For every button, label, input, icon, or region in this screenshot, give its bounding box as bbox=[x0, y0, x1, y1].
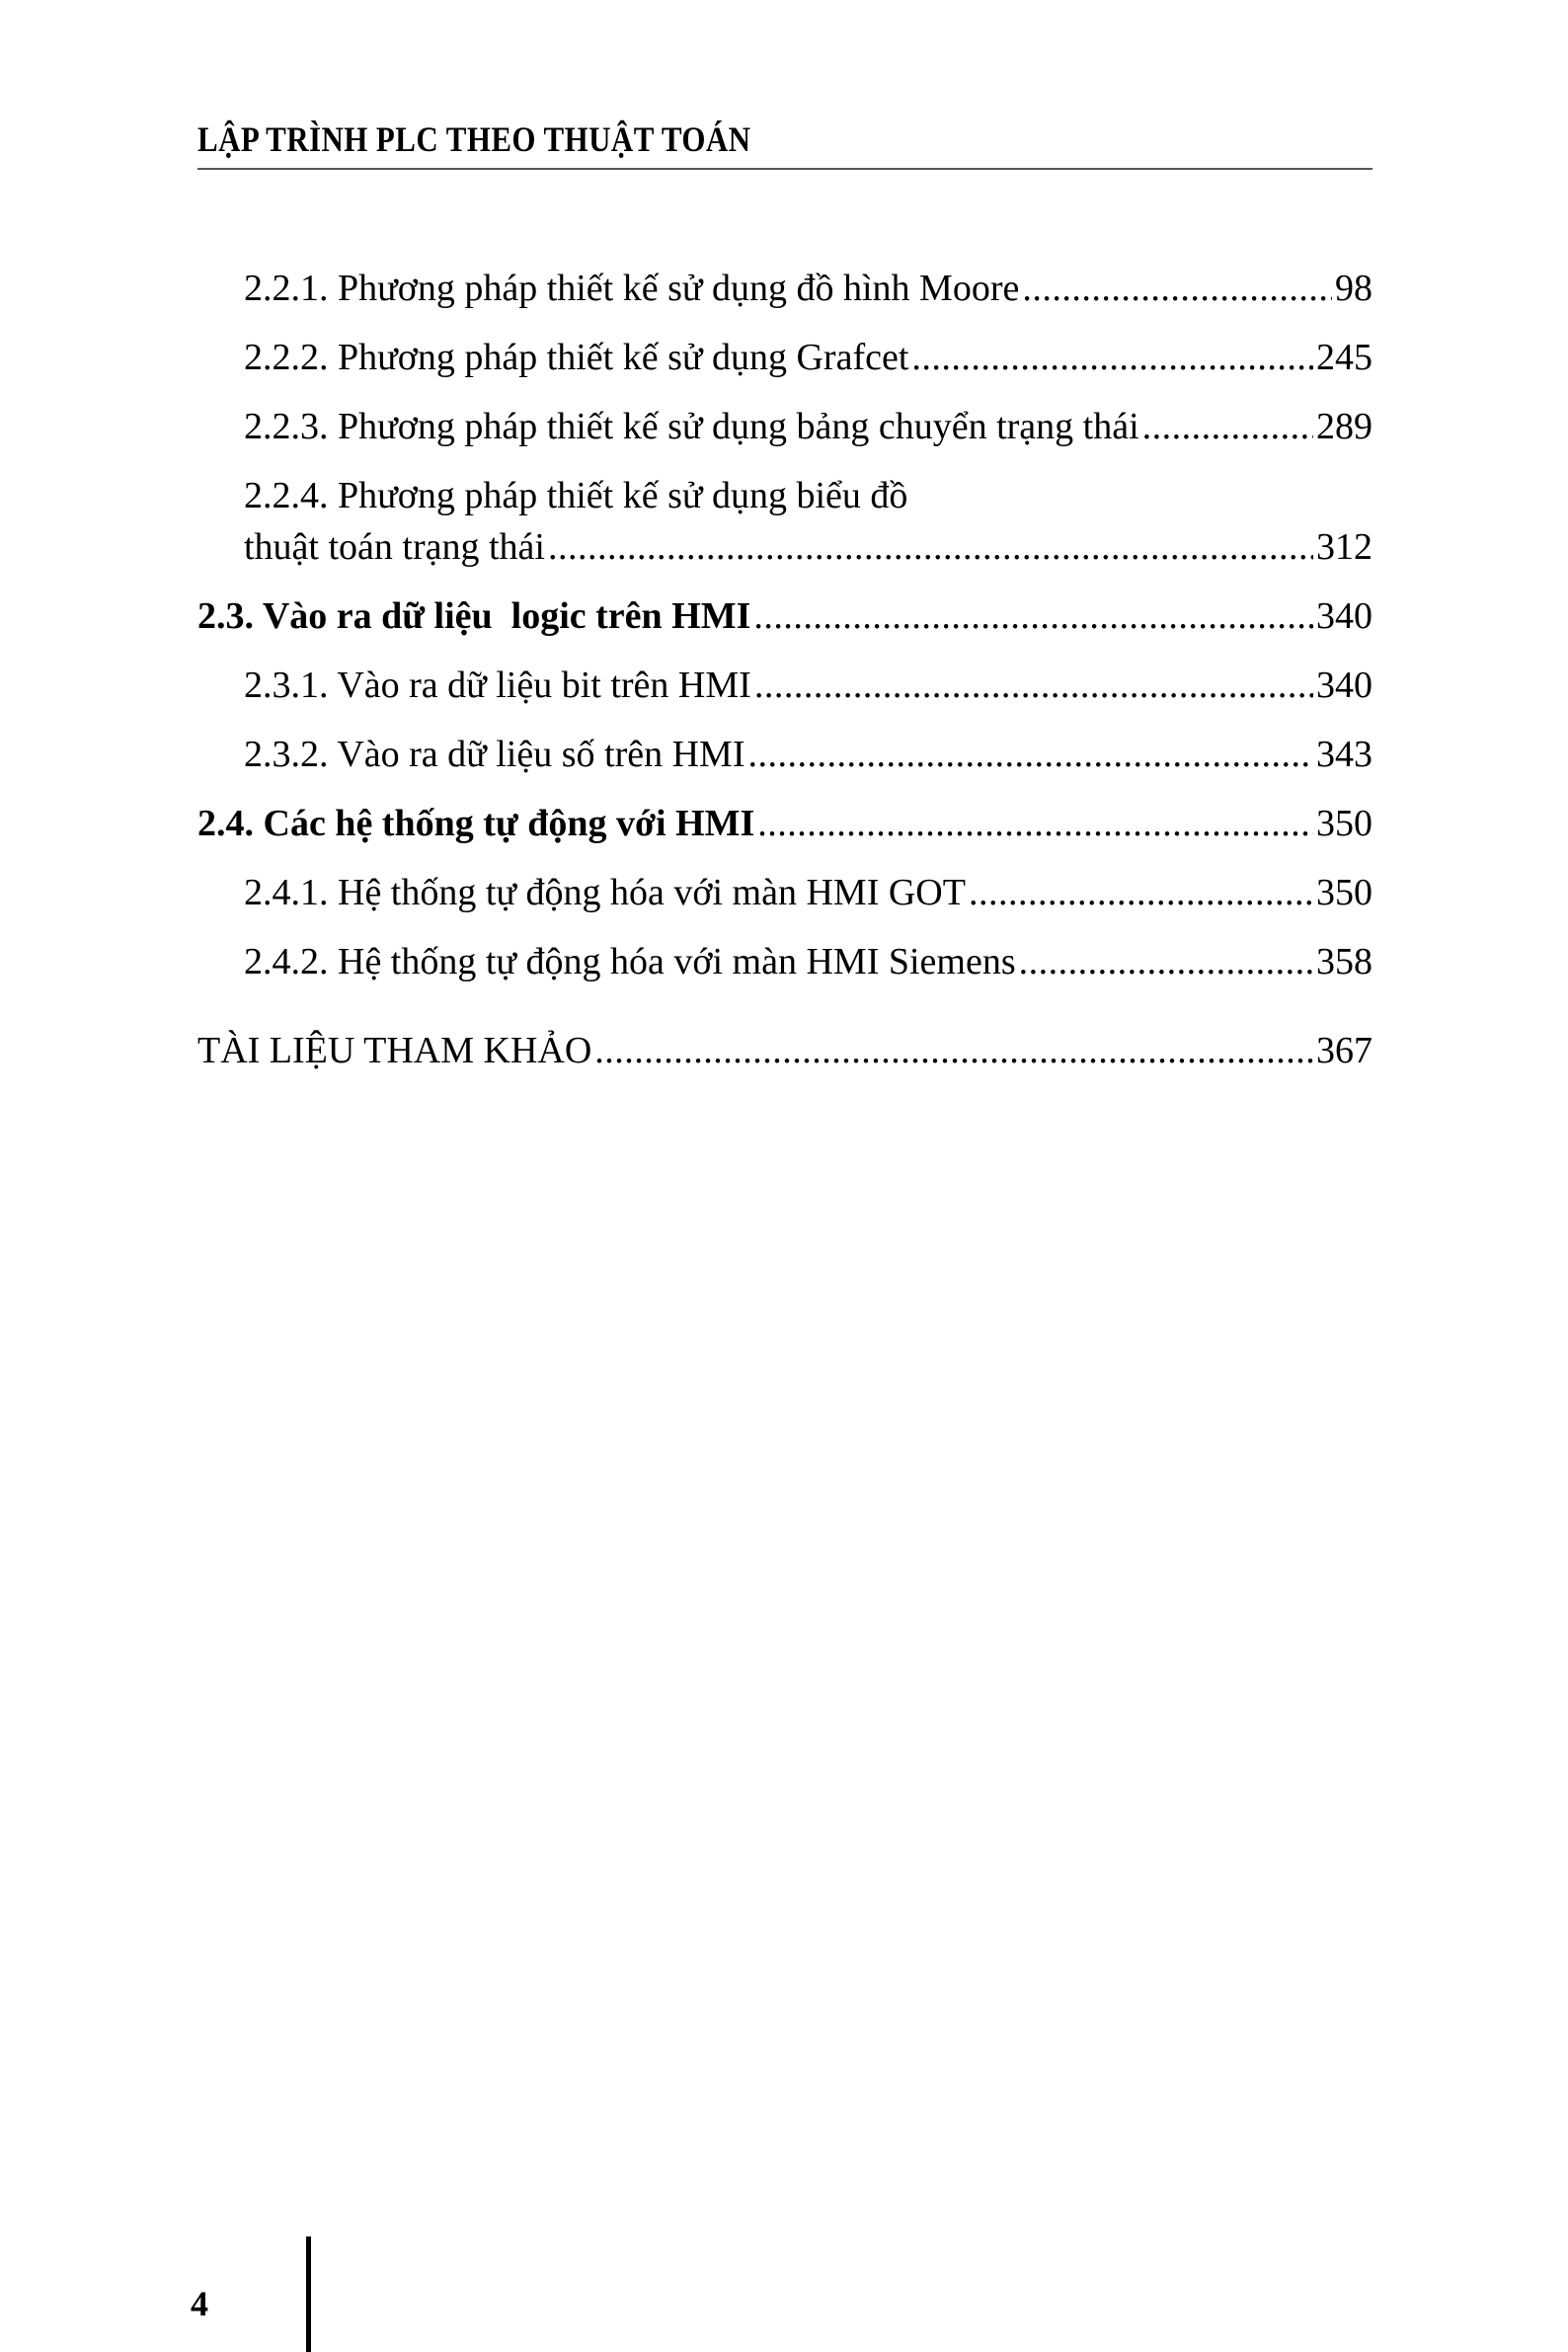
toc-entry-2-4[interactable] bbox=[197, 800, 1372, 847]
book-title: LẬP TRÌNH PLC THEO THUẬT TOÁN bbox=[197, 119, 751, 159]
dot-leader bbox=[548, 523, 1313, 571]
toc-entry-2-4-1[interactable] bbox=[244, 869, 1372, 916]
dot-leader bbox=[757, 800, 1313, 847]
dot-leader bbox=[1022, 265, 1332, 312]
dot-leader bbox=[969, 869, 1313, 916]
dot-leader bbox=[911, 334, 1313, 381]
toc-entry-2-3-2[interactable] bbox=[244, 731, 1372, 778]
toc-entry-2-2-4[interactable] bbox=[244, 523, 1372, 571]
toc-entry-label: thuật toán trạng thái bbox=[244, 526, 545, 568]
toc-entry-label: 2.3. Vào ra dữ liệu logic trên HMI bbox=[197, 595, 751, 637]
toc-entry-page: 350 bbox=[1316, 803, 1372, 844]
dot-leader bbox=[754, 662, 1313, 709]
toc-entry-page: 340 bbox=[1316, 595, 1372, 637]
dot-leader bbox=[747, 731, 1313, 778]
folio-rule bbox=[306, 2236, 311, 2352]
toc-entry-page: 340 bbox=[1316, 665, 1372, 706]
toc-entry-label: 2.4.1. Hệ thống tự động hóa với màn HMI GOT bbox=[244, 872, 966, 913]
toc-entry-2-3-1[interactable] bbox=[244, 662, 1372, 709]
toc-entry-label: 2.2.3. Phương pháp thiết kế sử dụng bảng chuyển trạng thái bbox=[244, 406, 1139, 447]
dot-leader bbox=[594, 1027, 1313, 1074]
toc-entry-label: 2.2.1. Phương pháp thiết kế sử dụng đồ hình Moore bbox=[244, 268, 1020, 309]
toc-entry-label: 2.4.2. Hệ thống tự động hóa với màn HMI Siemens bbox=[244, 941, 1016, 982]
toc-entry-page: 312 bbox=[1316, 526, 1372, 568]
dot-leader bbox=[753, 592, 1313, 640]
toc-entry-page: 358 bbox=[1316, 941, 1372, 982]
toc-entry-2-2-4-line1[interactable]: 2.2.4. Phương pháp thiết kế sử dụng biểu đồ bbox=[244, 475, 908, 516]
toc-entry-2-2-2[interactable] bbox=[244, 334, 1372, 381]
dot-leader bbox=[1019, 938, 1313, 985]
toc-entry-2-4-2[interactable] bbox=[244, 938, 1372, 985]
toc-entry-2-2-1[interactable] bbox=[244, 265, 1372, 312]
dot-leader bbox=[1142, 403, 1313, 450]
toc-entry-label: 2.2.2. Phương pháp thiết kế sử dụng Grafcet bbox=[244, 337, 909, 378]
toc-entry-references[interactable] bbox=[197, 1027, 1372, 1074]
toc-entry-label: 2.3.2. Vào ra dữ liệu số trên HMI bbox=[244, 734, 745, 775]
toc-entry-page: 350 bbox=[1316, 872, 1372, 913]
toc-entry-page: 245 bbox=[1316, 337, 1372, 378]
toc-entry-2-2-3[interactable] bbox=[244, 403, 1372, 450]
toc-entry-label: TÀI LIỆU THAM KHẢO bbox=[197, 1030, 592, 1071]
toc-entry-page: 289 bbox=[1316, 406, 1372, 447]
toc-entry-page: 343 bbox=[1316, 734, 1372, 775]
toc-entry-label: 2.3.1. Vào ra dữ liệu bit trên HMI bbox=[244, 665, 751, 706]
toc-entry-page: 367 bbox=[1316, 1030, 1372, 1071]
page-number: 4 bbox=[191, 2284, 208, 2323]
toc-entry-2-3[interactable] bbox=[197, 592, 1372, 640]
toc-entry-page: 98 bbox=[1335, 268, 1372, 309]
toc-entry-label: 2.4. Các hệ thống tự động với HMI bbox=[197, 803, 755, 844]
